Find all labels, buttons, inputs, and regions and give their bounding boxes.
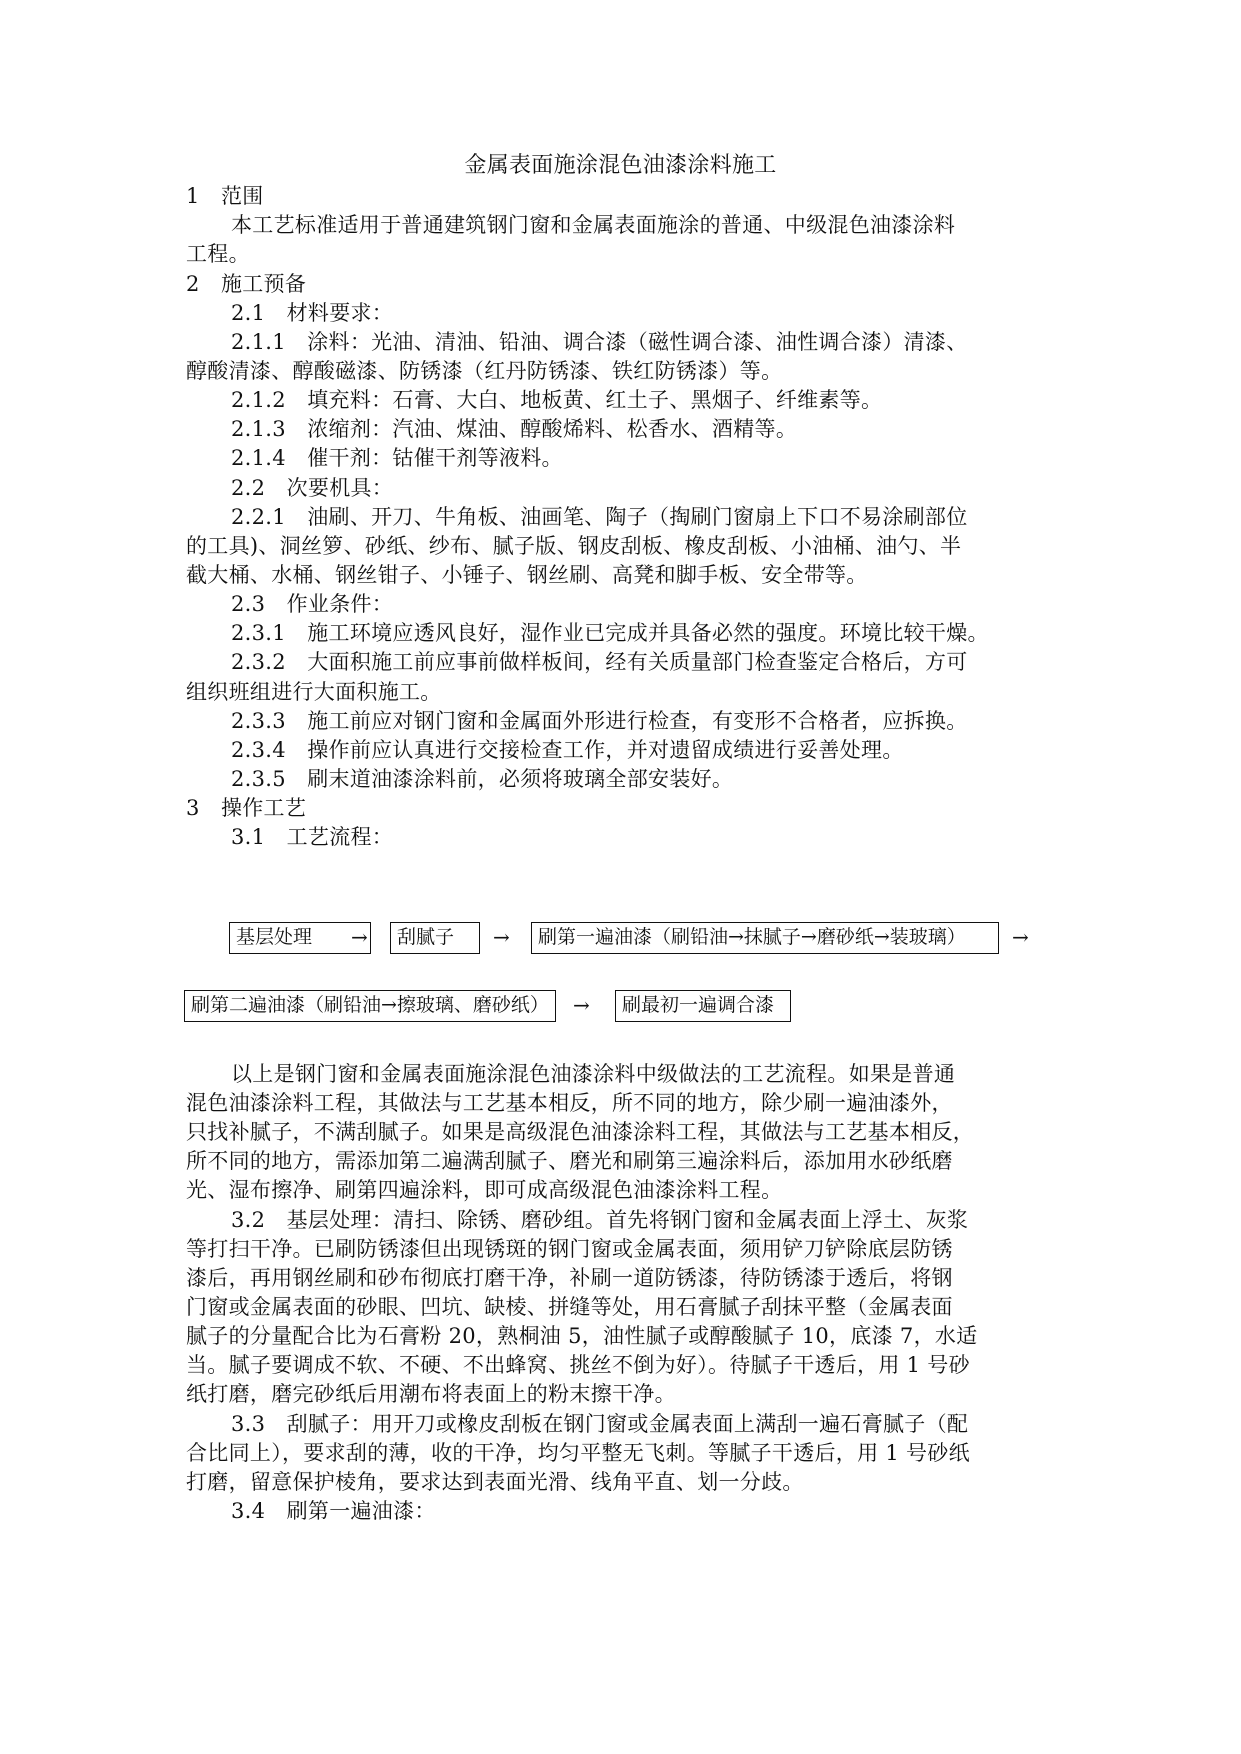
paragraph-line: 只找补腻子，不满刮腻子。如果是高级混色油漆涂料工程，其做法与工艺基本相反， [186,1120,975,1144]
subsection-heading: 2.2 次要机具： [231,476,394,500]
paragraph-line: 本工艺标准适用于普通建筑钢门窗和金属表面施涂的普通、中级混色油漆涂料 [231,213,956,237]
flow-step-box: 刷第一遍油漆（刷铅油→抹腻子→磨砂纸→装玻璃） [531,922,999,954]
paragraph-line: 合比同上），要求刮的薄，收的干净，均匀平整无飞刺。等腻子干透后，用 1 号砂纸 [186,1441,970,1465]
paragraph-line: 2.3.2 大面积施工前应事前做样板间，经有关质量部门检查鉴定合格后，方可 [231,650,968,674]
paragraph-line: 腻子的分量配合比为石膏粉 20，熟桐油 5，油性腻子或醇酸腻子 10，底漆 7，水适 [186,1324,978,1348]
flow-arrow: → [493,925,510,949]
subsection-heading: 2.1 材料要求： [231,301,394,325]
paragraph-line: 纸打磨，磨完砂纸后用潮布将表面上的粉末擦干净。 [186,1382,676,1406]
paragraph-line: 3.3 刮腻子：用开刀或橡皮刮板在钢门窗或金属表面上满刮一遍石膏腻子（配 [231,1412,969,1436]
subsection-heading: 3.4 刷第一遍油漆： [231,1499,436,1523]
paragraph-line: 当。腻子要调成不软、不硬、不出蜂窝、挑丝不倒为好）。待腻子干透后，用 1 号砂 [186,1353,970,1377]
paragraph-line: 等打扫干净。已刷防锈漆但出现锈斑的钢门窗或金属表面，须用铲刀铲除底层防锈 [186,1237,953,1261]
paragraph-line: 2.3.1 施工环境应透风良好，湿作业已完成并具备必然的强度。环境比较干燥。 [231,621,989,645]
paragraph-line: 2.1.2 填充料：石膏、大白、地板黄、红土子、黑烟子、纤维素等。 [231,388,883,412]
flow-arrow: → [573,993,590,1017]
document-title: 金属表面施涂混色油漆涂料施工 [464,153,777,178]
flow-step-box: 刷最初一遍调合漆 [615,990,791,1022]
paragraph-line: 2.1.3 浓缩剂：汽油、煤油、醇酸烯料、松香水、酒精等。 [231,417,798,441]
section-heading: 3 操作工艺 [186,796,307,820]
paragraph-line: 门窗或金属表面的砂眼、凹坑、缺棱、拼缝等处，用石膏腻子刮抹平整（金属表面 [186,1295,953,1319]
paragraph-line: 2.1.1 涂料：光油、清油、铅油、调合漆（磁性调合漆、油性调合漆）清漆、 [231,330,968,354]
subsection-heading: 3.1 工艺流程： [231,825,394,849]
paragraph-line: 醇酸清漆、醇酸磁漆、防锈漆（红丹防锈漆、铁红防锈漆）等。 [186,359,783,383]
paragraph-line: 漆后，再用钢丝刷和砂布彻底打磨干净，补刷一道防锈漆，待防锈漆于透后，将钢 [186,1266,953,1290]
paragraph-line: 2.3.4 操作前应认真进行交接检查工作，并对遗留成绩进行妥善处理。 [231,738,904,762]
paragraph-line: 混色油漆涂料工程，其做法与工艺基本相反，所不同的地方，除少刷一遍油漆外， [186,1091,953,1115]
paragraph-line: 以上是钢门窗和金属表面施涂混色油漆涂料中级做法的工艺流程。如果是普通 [231,1062,956,1086]
paragraph-line: 打磨，留意保护棱角，要求达到表面光滑、线角平直、划一分歧。 [186,1470,804,1494]
flow-step-box: 刷第二遍油漆（刷铅油→擦玻璃、磨砂纸） [184,990,556,1022]
paragraph-line: 工程。 [186,242,250,266]
flow-step-box: 基层处理 [229,922,371,954]
paragraph-line: 截大桶、水桶、钢丝钳子、小锤子、钢丝刷、高凳和脚手板、安全带等。 [186,563,868,587]
flow-arrow: → [1012,925,1029,949]
paragraph-line: 2.1.4 催干剂：钴催干剂等液料。 [231,446,563,470]
flow-step-box: 刮腻子 [390,922,480,954]
paragraph-line: 3.2 基层处理：清扫、除锈、磨砂组。首先将钢门窗和金属表面上浮土、灰浆 [231,1208,969,1232]
section-heading: 1 范围 [186,184,264,208]
paragraph-line: 光、湿布擦净、刷第四遍涂料，即可成高级混色油漆涂料工程。 [186,1178,783,1202]
paragraph-line: 所不同的地方，需添加第二遍满刮腻子、磨光和刷第三遍涂料后，添加用水砂纸磨 [186,1149,953,1173]
section-heading: 2 施工预备 [186,272,307,296]
paragraph-line: 2.3.3 施工前应对钢门窗和金属面外形进行检查，有变形不合格者，应拆换。 [231,709,968,733]
subsection-heading: 2.3 作业条件： [231,592,394,616]
paragraph-line: 2.2.1 油刷、开刀、牛角板、油画笔、陶子（掏刷门窗扇上下口不易涂刷部位 [231,505,968,529]
paragraph-line: 的工具)、洞丝箩、砂纸、纱布、腻子版、钢皮刮板、橡皮刮板、小油桶、油勺、半 [186,534,962,558]
flow-arrow: → [351,925,368,949]
paragraph-line: 组织班组进行大面积施工。 [186,680,442,704]
paragraph-line: 2.3.5 刷末道油漆涂料前，必须将玻璃全部安装好。 [231,767,734,791]
